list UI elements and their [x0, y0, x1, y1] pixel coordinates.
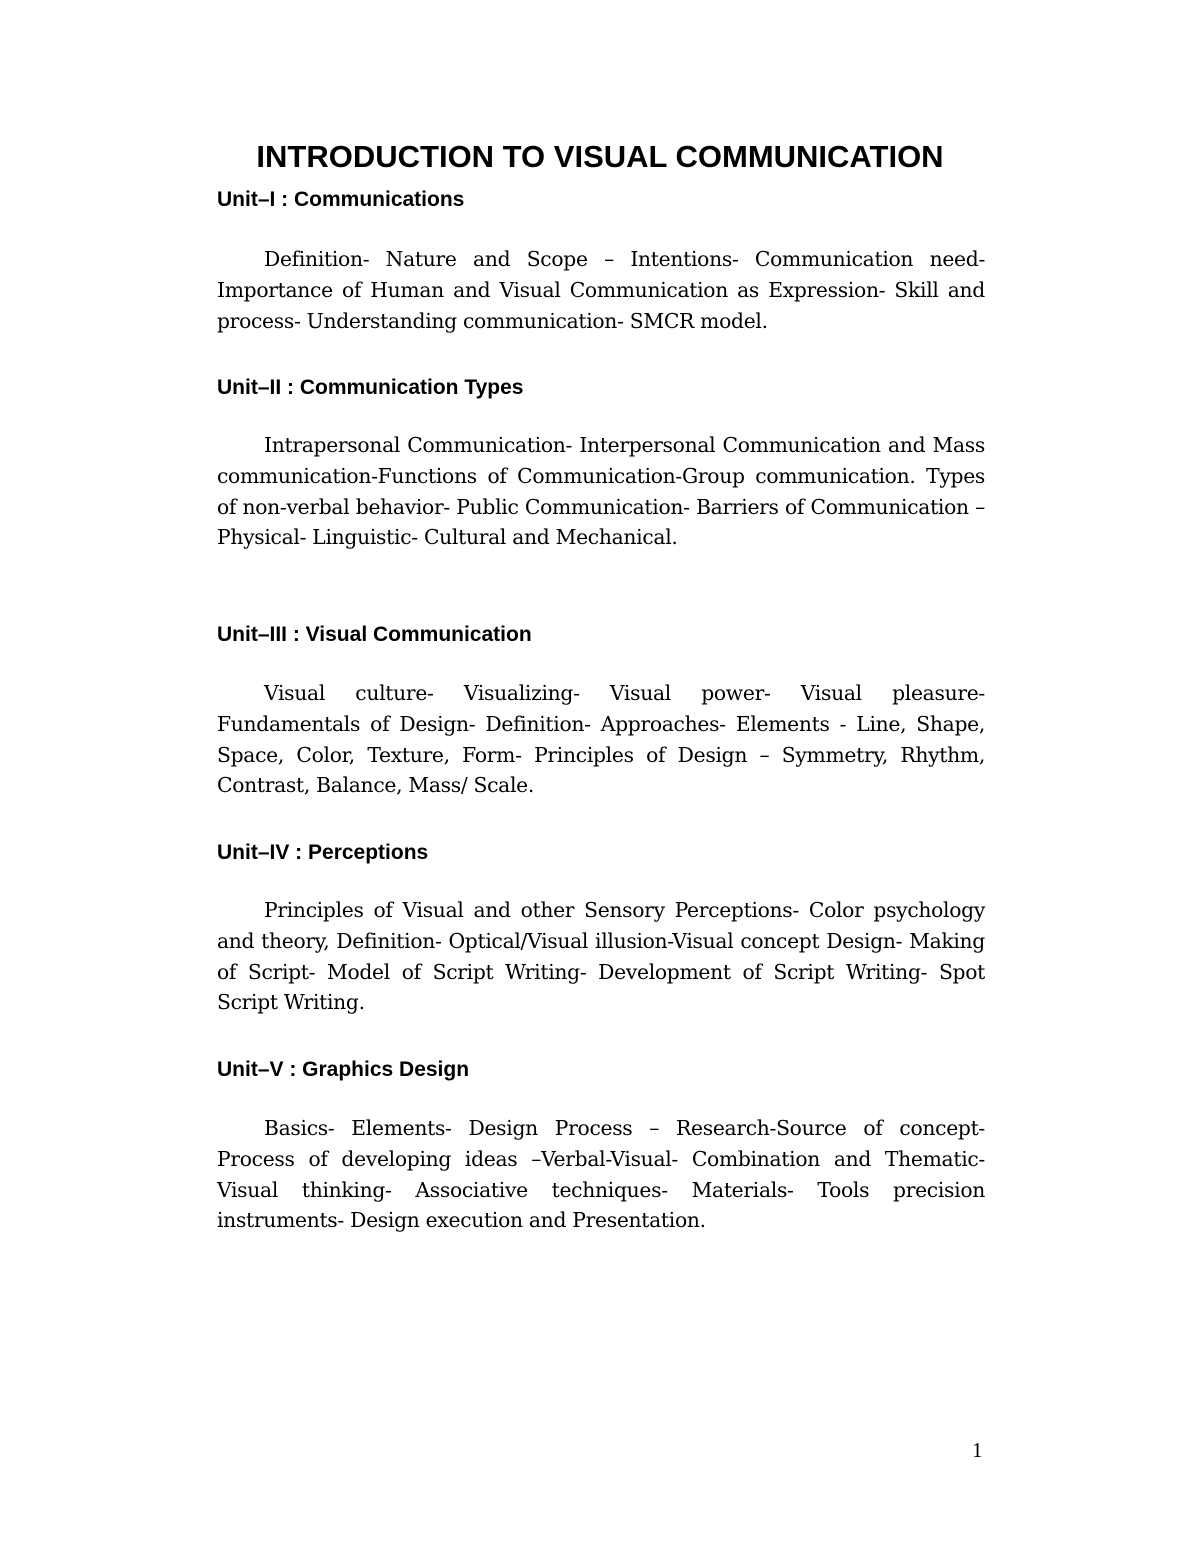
unit-4-section — [217, 838, 985, 1018]
unit-5-heading: Unit–V : Graphics Design — [217, 1058, 470, 1081]
unit-2-heading: Unit–II : Communication Types — [217, 376, 524, 399]
unit-3-body: Visual culture- Visualizing- Visual power- Visual pleasure- Fundamentals of Design- Definition- Approaches- Elements - Line, Shape, Space, Color, Texture, Form- Principles of Design – Symmetry, Rhythm, Contrast, Balance, Mass/ Scale. — [217, 681, 985, 798]
unit-5-body: Basics- Elements- Design Process – Research-Source of concept- Process of developing ideas –Verbal-Visual- Combination and Thematic- Visual thinking- Associative techniques- Materials- Tools precision instruments- Design execution and Presentation. — [217, 1116, 985, 1233]
document-title: INTRODUCTION TO VISUAL COMMUNICATION — [256, 139, 944, 174]
unit-2-section — [217, 373, 985, 553]
unit-3-heading: Unit–III : Visual Communication — [217, 623, 532, 646]
unit-1-heading: Unit–I : Communications — [217, 188, 465, 211]
unit-3-section — [217, 620, 985, 801]
unit-4-body: Principles of Visual and other Sensory Perceptions- Color psychology and theory, Definition- Optical/Visual illusion-Visual concept Design- Making of Script- Model of Script Writing- Development of Script Writing- Spot Script Writing. — [217, 898, 985, 1015]
unit-1-body: Definition- Nature and Scope – Intentions- Communication need- Importance of Human and Visual Communication as Expression- Skill and process- Understanding communication- SMCR model. — [217, 247, 985, 333]
unit-1-section — [217, 185, 985, 336]
page-number: 1 — [972, 1438, 983, 1462]
unit-5-section — [217, 1055, 985, 1236]
unit-4-heading: Unit–IV : Perceptions — [217, 841, 429, 864]
unit-2-body: Intrapersonal Communication- Interpersonal Communication and Mass communication-Functions of Communication-Group communication. Types of non-verbal behavior- Public Communication- Barriers of Communication – Physical- Linguistic- Cultural and Mechanical. — [217, 433, 985, 550]
